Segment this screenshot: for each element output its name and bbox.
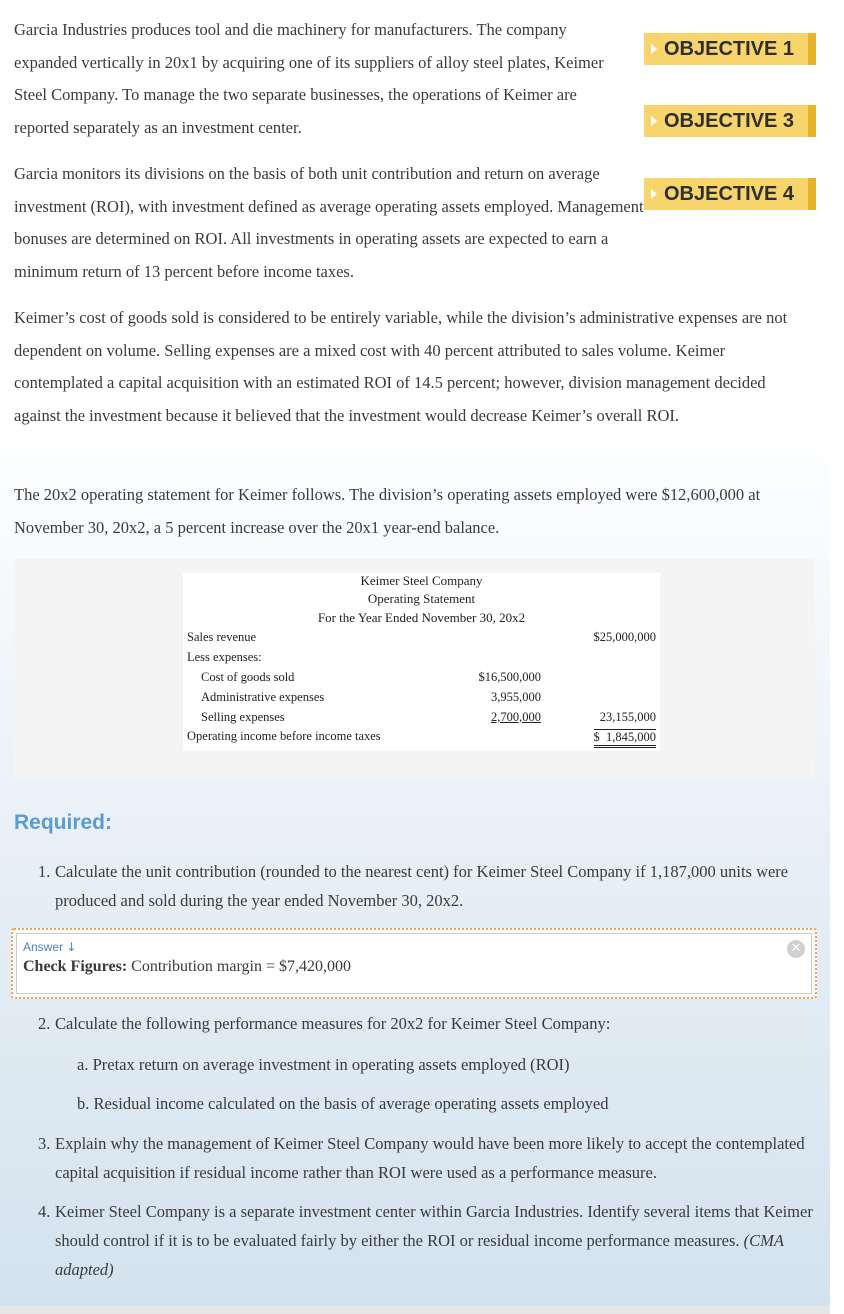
answer-text — [23, 958, 351, 976]
question-4-text — [38, 1197, 818, 1284]
triangle-right-icon — [651, 44, 657, 54]
sales-label: Sales revenue — [187, 630, 257, 644]
question-1-text: Calculate the unit contribution (rounded to the nearest cent) for Keimer Steel Company if 1,187,000 units were produced and sold during the year ended November 30, 20x2. — [55, 862, 789, 910]
operating-statement-box — [14, 559, 815, 780]
answer-panel-body — [16, 933, 812, 994]
close-icon[interactable]: ✕ — [787, 940, 805, 958]
selling-label: Selling expenses — [201, 710, 285, 724]
check-figures-label: Check Figures: — [23, 958, 128, 975]
question-2b: b. Residual income calculated on the basis of average operating assets employed — [77, 1094, 609, 1113]
question-4-body: Keimer Steel Company is a separate investment center within Garcia Industries. Identify several items that Keimer should control if it is to be evaluated fairly by either the ROI or residual income performance measures. — [55, 1202, 813, 1250]
intro-paragraph-2: Garcia monitors its divisions on the basis of both unit contribution and return on average investment (ROI), with investment defined as average operating assets employed. Management bonuses are determined on ROI. All investments in operating assets are expected to earn a minimum return of 13 percent before income taxes. — [14, 164, 644, 281]
arrow-down-icon: ↓ — [66, 940, 77, 954]
total-expenses-value: 23,155,000 — [599, 710, 656, 724]
answer-label: Answer — [23, 940, 64, 954]
question-2 — [38, 1009, 818, 1038]
question-3-text: Explain why the management of Keimer Steel Company would have been more likely to accept the contemplated capital acquisition if residual income rather than ROI were used as a performance measure. — [55, 1134, 805, 1182]
required-heading: Required: — [14, 811, 113, 834]
question-4-number: 4. — [38, 1202, 51, 1221]
objective-1-tag — [644, 33, 816, 65]
objective-4-tag — [644, 178, 816, 210]
sales-value: $25,000,000 — [593, 630, 656, 644]
operating-income-label: Operating income before income taxes — [187, 729, 381, 743]
objective-3-tag — [644, 105, 816, 137]
bottom-divider — [0, 1306, 830, 1314]
cogs-label: Cost of goods sold — [201, 670, 295, 684]
intro-paragraph-1: Garcia Industries produces tool and die machinery for manufacturers. The company expanded vertically in 20x1 by acquiring one of its suppliers of alloy steel plates, Keimer Steel Company. To manage the two separate businesses, the operations of Keimer are reported separately as an investment center. — [14, 20, 604, 137]
objective-3-label: OBJECTIVE 3 — [664, 110, 795, 132]
question-3-number: 3. — [38, 1134, 51, 1153]
question-3 — [38, 1129, 818, 1187]
selling-value: 2,700,000 — [491, 710, 541, 724]
answer-toggle[interactable] — [23, 940, 76, 954]
question-2-number: 2. — [38, 1014, 51, 1033]
admin-value: 3,955,000 — [491, 690, 541, 704]
objective-1-label: OBJECTIVE 1 — [664, 38, 795, 60]
cogs-value: $16,500,000 — [478, 670, 541, 684]
right-margin — [830, 0, 844, 1314]
intro-paragraph-3: Keimer’s cost of goods sold is considered to be entirely variable, while the division’s administrative expenses are not dependent on volume. Selling expenses are a mixed cost with 40 percent attributed to sales volume. Keimer contemplated a capital acquisition with an estimated ROI of 14.5 percent; however, division management decided against the investment because it believed that the investment would decrease Keimer’s overall ROI. — [14, 308, 788, 425]
less-expenses-label: Less expenses: — [187, 650, 262, 664]
statement-company: Keimer Steel Company — [360, 573, 483, 588]
operating-income-value: $ 1,845,000 — [594, 729, 657, 748]
admin-label: Administrative expenses — [201, 690, 325, 704]
triangle-right-icon — [651, 116, 657, 126]
question-1-number: 1. — [38, 862, 51, 881]
objective-4-label: OBJECTIVE 4 — [664, 183, 795, 205]
statement-period: For the Year Ended November 30, 20x2 — [317, 610, 526, 625]
intro-paragraph-4: The 20x2 operating statement for Keimer follows. The division’s operating assets employed were $12,600,000 at November 30, 20x2, a 5 percent increase over the 20x1 year-end balance. — [14, 485, 761, 537]
answer-panel[interactable] — [11, 928, 817, 999]
question-2-text: Calculate the following performance measures for 20x2 for Keimer Steel Company: — [55, 1014, 611, 1033]
question-2a: a. Pretax return on average investment in operating assets employed (ROI) — [77, 1055, 570, 1074]
check-figures-value: Contribution margin = $7,420,000 — [131, 958, 351, 975]
question-4 — [38, 1197, 818, 1284]
question-1 — [38, 857, 798, 915]
statement-title: Operating Statement — [367, 591, 476, 606]
triangle-right-icon — [651, 189, 657, 199]
question-4-citation: (CMA adapted) — [55, 1231, 784, 1279]
operating-statement — [183, 573, 660, 751]
